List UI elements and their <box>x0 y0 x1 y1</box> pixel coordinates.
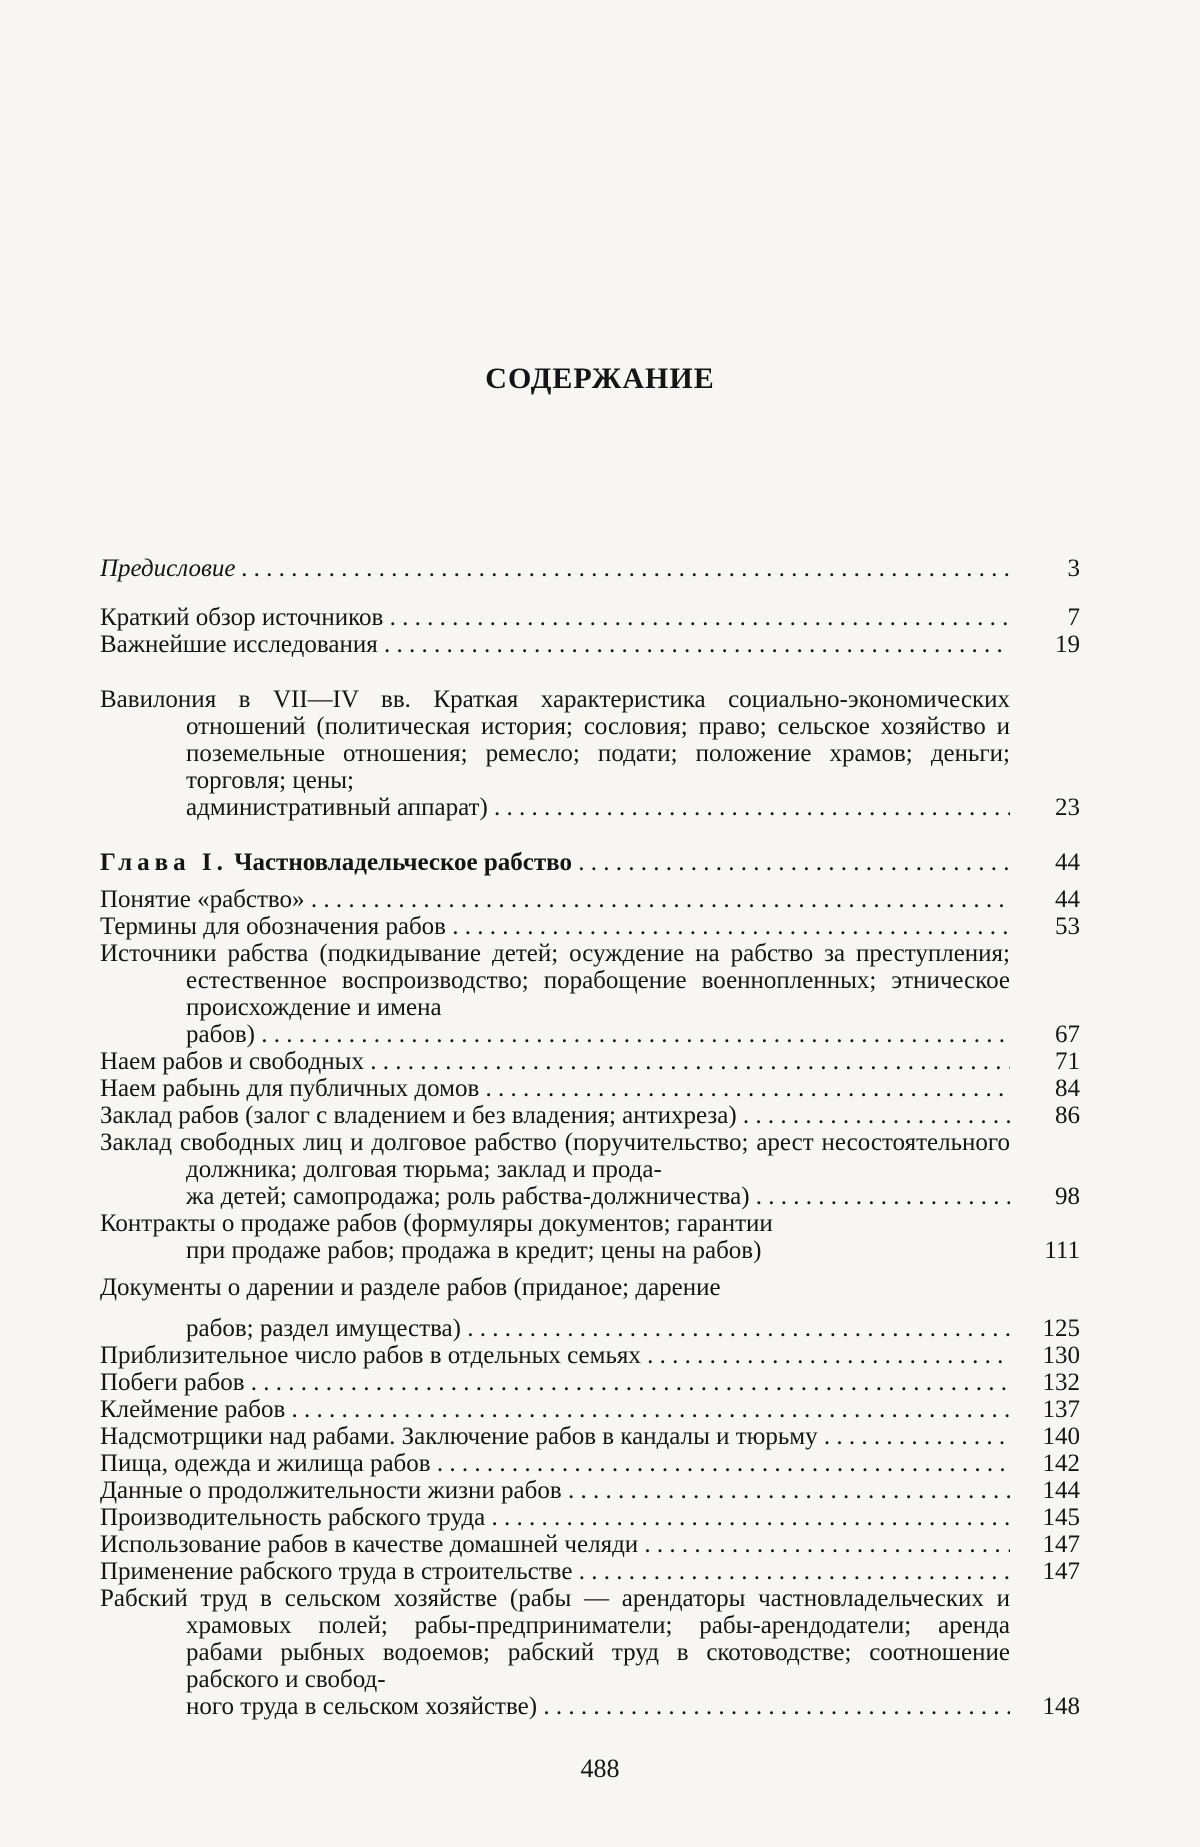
toc-entry-text: Частновладельческое рабство <box>234 849 573 876</box>
toc-page-number: 140 <box>1042 1423 1080 1450</box>
toc-entry-slave-count[interactable] <box>100 1342 1080 1369</box>
toc-entry-text: Заклад рабов (залог с владением и без владения; антихреза) <box>100 1102 737 1129</box>
toc-entry-productivity[interactable] <box>100 1504 1080 1531</box>
toc-entry-hiring-female[interactable] <box>100 1075 1080 1102</box>
toc-entry-sources-overview[interactable] <box>100 604 1080 631</box>
toc-entry-hiring[interactable] <box>100 1048 1080 1075</box>
toc-page-number: 111 <box>1044 1237 1080 1264</box>
toc-page-number: 147 <box>1042 1558 1080 1585</box>
toc-entry-text: Клеймение рабов <box>100 1396 286 1423</box>
toc-entry-text: Документы о дарении и разделе рабов (приданое; дарение <box>100 1274 721 1301</box>
toc-entry-text: Применение рабского труда в строительстве <box>100 1558 573 1585</box>
toc-entry-text: Пища, одежда и жилища рабов <box>100 1450 431 1477</box>
toc-entry-preface[interactable] <box>100 555 1080 582</box>
toc-page-number: 71 <box>1055 1048 1080 1075</box>
toc-page-number: 130 <box>1042 1342 1080 1369</box>
toc-page-number: 137 <box>1042 1396 1080 1423</box>
toc-entry-domestic-servants[interactable] <box>100 1531 1080 1558</box>
toc-page-number: 7 <box>1067 604 1080 631</box>
toc-entry-pledge-slaves[interactable] <box>100 1102 1080 1129</box>
toc-entry-text: Производительность рабского труда <box>100 1504 486 1531</box>
chapter-label: Глава I. <box>100 849 228 876</box>
toc-page-number: 53 <box>1055 913 1080 940</box>
toc-entry-text-last: рабов; раздел имущества) <box>186 1315 461 1342</box>
page-number: 488 <box>580 1754 620 1783</box>
toc-entry-text: Краткий обзор источников <box>100 604 384 631</box>
toc-entry-text: Данные о продолжительности жизни рабов <box>100 1477 562 1504</box>
toc-entry-slavery-concept[interactable] <box>100 886 1080 913</box>
toc-entry-escapes[interactable] <box>100 1369 1080 1396</box>
toc-entry-text: Важнейшие исследования <box>100 631 378 658</box>
toc-entry-terms[interactable] <box>100 913 1080 940</box>
toc-entry-text-last: при продаже рабов; продажа в кредит; цены на рабов) <box>186 1237 762 1264</box>
toc-page-number: 23 <box>1055 794 1080 821</box>
toc-entry-life-expectancy[interactable] <box>100 1477 1080 1504</box>
toc-page-number: 3 <box>1067 555 1080 582</box>
toc-entry-key-studies[interactable] <box>100 631 1080 658</box>
toc-entry-text: Понятие «рабство» <box>100 886 305 913</box>
toc-entry-text: Наем рабов и свободных <box>100 1048 364 1075</box>
toc-page-number: 125 <box>1042 1315 1080 1342</box>
toc-page-number: 86 <box>1055 1102 1080 1129</box>
toc-entry-text: Предисловие <box>100 555 236 582</box>
toc-page-number: 98 <box>1055 1183 1080 1210</box>
toc-entry-chapter-1[interactable] <box>100 849 1080 876</box>
toc-page-number: 67 <box>1055 1021 1080 1048</box>
toc-entry-sources-of-slavery[interactable] <box>100 940 1080 1048</box>
toc-entry-debt-slavery[interactable] <box>100 1129 1080 1210</box>
table-of-contents <box>100 555 1080 1720</box>
toc-entry-text: Надсмотрщики над рабами. Заключение рабов в кандалы и тюрьму <box>100 1423 818 1450</box>
page-title: СОДЕРЖАНИЕ <box>485 362 715 395</box>
toc-page-number: 132 <box>1042 1369 1080 1396</box>
toc-entry-branding[interactable] <box>100 1396 1080 1423</box>
toc-page-number: 144 <box>1042 1477 1080 1504</box>
toc-entry-overseers[interactable] <box>100 1423 1080 1450</box>
toc-entry-sale-contracts[interactable] <box>100 1210 1080 1264</box>
toc-page-number: 44 <box>1055 886 1080 913</box>
toc-entry-construction[interactable] <box>100 1558 1080 1585</box>
toc-entry-text: Термины для обозначения рабов <box>100 913 446 940</box>
toc-entry-text-last: жа детей; самопродажа; роль рабства-должничества) <box>186 1183 750 1210</box>
toc-page-number: 145 <box>1042 1504 1080 1531</box>
toc-entry-text: Наем рабынь для публичных домов <box>100 1075 480 1102</box>
toc-entry-text: Приблизительное число рабов в отдельных семьях <box>100 1342 641 1369</box>
toc-entry-gift-documents[interactable] <box>100 1274 1080 1342</box>
toc-page-number: 148 <box>1042 1693 1080 1720</box>
toc-entry-food-clothing[interactable] <box>100 1450 1080 1477</box>
toc-entry-text: Заклад свободных лиц и долговое рабство (поручительство; арест несостоятельного должника; долговая тюрьма; заклад и прода- <box>100 1129 1010 1183</box>
toc-entry-text: Использование рабов в качестве домашней челяди <box>100 1531 639 1558</box>
toc-page-number: 44 <box>1055 849 1080 876</box>
toc-page-number: 142 <box>1042 1450 1080 1477</box>
toc-entry-text: Вавилония в VII—IV вв. Краткая характеристика социально-экономических отношений (политическая история; сословия; право; сельское хозяйство и поземельные отношения; ремесло; подати; положение храмов; деньги; торговля; цены; <box>100 686 1010 794</box>
toc-entry-text: Контракты о продаже рабов (формуляры документов; гарантии <box>100 1210 773 1237</box>
toc-entry-babylonia[interactable] <box>100 686 1080 821</box>
toc-entry-text-last: ного труда в сельском хозяйстве) <box>186 1693 538 1720</box>
toc-entry-text: Источники рабства (подкидывание детей; осуждение на рабство за преступления; естественное воспроизводство; порабощение военнопленных; этническое происхождение и имена <box>100 940 1010 1021</box>
toc-page-number: 84 <box>1055 1075 1080 1102</box>
toc-entry-text-last: рабов) <box>186 1021 255 1048</box>
toc-entry-text-last: административный аппарат) <box>186 794 488 821</box>
toc-entry-agriculture[interactable] <box>100 1585 1080 1720</box>
toc-entry-text: Побеги рабов <box>100 1369 245 1396</box>
toc-entry-text: Рабский труд в сельском хозяйстве (рабы — арендаторы частновладельческих и храмовых полей; рабы-предприниматели; рабы-арендодатели; аренда рабами рыбных водоемов; рабский труд в скотоводстве; соотношение рабского и свобод- <box>100 1585 1010 1693</box>
toc-page-number: 147 <box>1042 1531 1080 1558</box>
toc-page-number: 19 <box>1055 631 1080 658</box>
